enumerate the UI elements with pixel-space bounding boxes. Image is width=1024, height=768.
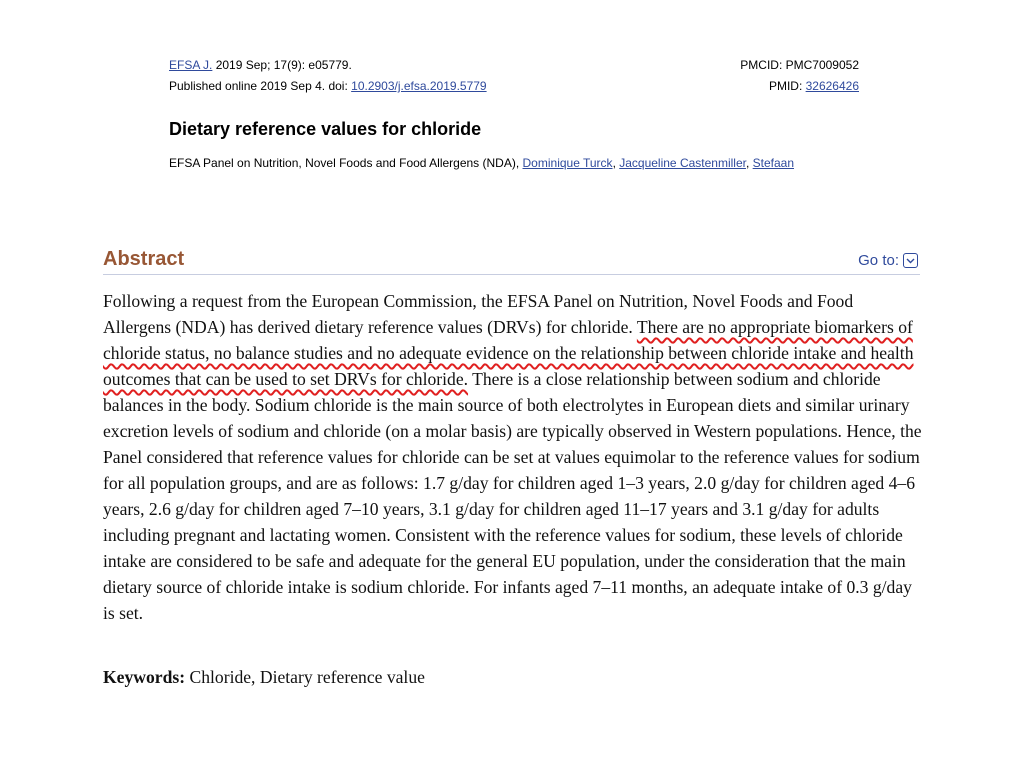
keywords-label: Keywords:: [103, 667, 186, 687]
highlighted-sentence: There are no appropriate biomarkers of chloride status, no balance studies and no adequate evidence on the relationship between chloride intake and health outcomes that can be used to set DRVs for chloride.: [103, 317, 914, 389]
journal-link[interactable]: EFSA J.: [169, 58, 213, 72]
keywords-line: [103, 667, 425, 688]
author-org: EFSA Panel on Nutrition, Novel Foods and Food Allergens (NDA),: [169, 156, 523, 170]
doi-link[interactable]: 10.2903/j.efsa.2019.5779: [351, 79, 487, 93]
goto-label: Go to:: [858, 252, 899, 269]
abstract-text: [103, 288, 923, 626]
goto-menu[interactable]: [858, 252, 918, 269]
abstract-text-after: There is a close relationship between sodium and chloride balances in the body. Sodium chloride is the main source of both electrolytes in European diets and similar urinary excretion levels of sodium and chloride (on a molar basis) are typically observed in Western populations. Hence, the Panel considered that reference values for chloride can be set at values equimolar to the reference values for sodium for all population groups, and are as follows: 1.7 g/day for children aged 1–3 years, 2.0 g/day for children aged 4–6 years, 2.6 g/day for children aged 7–10 years, 3.1 g/day for children aged 11–17 years and 3.1 g/day for adults including pregnant and lactating women. Consistent with the reference values for sodium, these levels of chloride intake are considered to be safe and adequate for the general EU population, under the consideration that the main dietary source of chloride intake is sodium chloride. For infants aged 7–11 months, an adequate intake of 0.3 g/day is set.: [103, 369, 922, 623]
abstract-text-before: Following a request from the European Commission, the EFSA Panel on Nutrition, Novel Foods and Food Allergens (NDA) has derived dietary reference values (DRVs) for chloride.: [103, 291, 854, 337]
pmid-link[interactable]: 32626426: [805, 79, 859, 93]
author-link-1[interactable]: Dominique Turck: [522, 156, 613, 170]
pmid-line: [769, 76, 859, 97]
pmcid-text: PMCID: PMC7009052: [740, 58, 859, 72]
author-list: [169, 156, 794, 170]
citation-row-2: [169, 76, 859, 97]
citation-row-1: [169, 55, 859, 76]
author-separator: ,: [612, 156, 620, 170]
journal-citation: [169, 55, 352, 76]
author-link-3[interactable]: Stefaan: [752, 156, 795, 170]
author-link-2[interactable]: Jacqueline Castenmiller: [619, 156, 746, 170]
pmid-label: PMID:: [768, 79, 806, 93]
abstract-heading: Abstract: [103, 248, 185, 270]
citation-block: [169, 55, 859, 97]
abstract-header: [103, 248, 920, 275]
keywords-value: Chloride, Dietary reference value: [185, 667, 425, 687]
published-text: Published online 2019 Sep 4. doi:: [169, 79, 352, 93]
journal-issue-text: 2019 Sep; 17(9): e05779.: [212, 58, 352, 72]
published-line: [169, 76, 487, 97]
author-separator: ,: [745, 156, 753, 170]
article-title: Dietary reference values for chloride: [169, 119, 482, 139]
chevron-down-icon[interactable]: [903, 253, 918, 268]
